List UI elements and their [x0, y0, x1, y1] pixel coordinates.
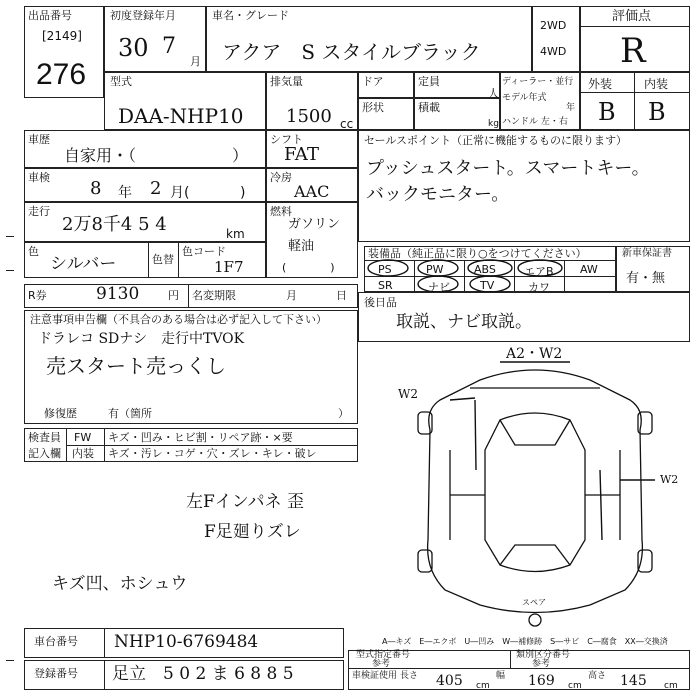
shape-label: 形状: [362, 101, 384, 114]
year-unit: 年: [566, 103, 576, 113]
inspection-year: 8: [90, 178, 102, 199]
fuel-label: 燃料: [270, 205, 292, 218]
inspection-year-unit: 年: [118, 185, 132, 201]
lot-label: 出品番号: [28, 9, 72, 22]
month-unit: 月: [190, 55, 201, 68]
diagram-right-mark: W2: [660, 473, 679, 486]
inspection-month-unit: 月(: [170, 185, 190, 201]
repair-label: 修復歴: [44, 407, 77, 420]
color-change-label: 色替: [152, 253, 174, 266]
mileage-label: 走行: [28, 205, 50, 218]
cat-label2: 参考: [532, 659, 551, 669]
load-label: 積載: [418, 101, 440, 114]
history-label: 車歴: [28, 133, 50, 146]
car-name-value: アクア S スタイルブラック: [222, 40, 481, 64]
rating-value: R: [620, 31, 646, 71]
equip-sr: SR: [378, 279, 393, 292]
name-change-label: 名変期限: [192, 289, 236, 302]
chassis-label: 車台番号: [34, 635, 78, 648]
width-label: 幅: [496, 671, 506, 681]
inspector-row2-text: キズ・汚レ・コゲ・穴・ズレ・キレ・破レ: [108, 447, 317, 460]
sales-point-label: セールスポイント（正常に機能するものに限ります）: [364, 134, 628, 147]
equip-circles: [364, 258, 616, 294]
length-value: 405: [436, 673, 463, 689]
notes-line2: 売スタート売っくし: [46, 354, 226, 378]
exterior-label: 外装: [588, 77, 613, 91]
chassis-value: NHP10-6769484: [114, 632, 259, 652]
reg-label: 登録番号: [34, 667, 78, 680]
diagram-legend: A―キズ E―エクボ U―凹み W―補修跡 S―サビ C―腐食 XX―交換済: [382, 637, 668, 646]
door-label: ドア: [362, 75, 384, 88]
diagram-bottom-label: スペア: [522, 598, 546, 607]
lot-number: 276: [36, 58, 87, 91]
aircon-label: 冷房: [270, 171, 292, 184]
interior-value: B: [648, 98, 666, 126]
model-year-label: モデル年式: [502, 93, 547, 103]
free-note-2: F足廻りズレ: [204, 522, 301, 542]
color-divider1: [148, 242, 149, 278]
width-value: 169: [528, 673, 555, 689]
height-label: 高さ: [588, 671, 607, 681]
margin-mark: [6, 660, 14, 661]
inspector-h: [66, 445, 358, 446]
drive-4wd: 4WD: [540, 45, 567, 58]
fuel-paren: ( ): [282, 261, 335, 274]
model-value: DAA-NHP10: [118, 104, 244, 128]
history-value: 自家用・（ ）: [64, 146, 249, 165]
inspector-label2: 記入欄: [28, 447, 61, 460]
recycle-label: R券: [28, 289, 47, 302]
handle-label: ハンドル 左・右: [502, 117, 568, 127]
displacement-value: 1500: [286, 106, 332, 127]
equip-tv: TV: [480, 279, 495, 292]
inspection-label: 車検: [28, 171, 50, 184]
mileage-unit: km: [226, 227, 245, 241]
inspector-row1-text: キズ・凹み・ヒビ割・リペア跡・×要: [108, 431, 293, 444]
warranty-value: 有・無: [626, 271, 666, 286]
mileage-value: 2万8千4 5 4: [62, 214, 167, 235]
inspection-box: [24, 168, 266, 202]
diagram-top-mark: A2・W2: [506, 346, 563, 362]
name-change-month: 月: [286, 289, 297, 302]
warranty-label: 新車保証書: [622, 248, 672, 259]
model-label: 型式: [110, 75, 132, 88]
lot-sub: [2149]: [42, 29, 82, 43]
equip-pw: PW: [426, 263, 444, 276]
aircon-value: AAC: [294, 182, 330, 201]
margin-mark: [6, 270, 14, 271]
first-reg-year: 30: [118, 34, 149, 62]
free-note-3: キズ凹、ホシュウ: [52, 574, 188, 594]
rating-label: 評価点: [612, 9, 652, 24]
cat-label1: 類別区分番号: [516, 650, 571, 660]
equip-navi: ナビ: [428, 281, 450, 294]
color-code-label: 色コード: [182, 245, 226, 258]
ext-int-hdivider: [580, 92, 690, 93]
first-reg-label: 初度登録年月: [110, 9, 176, 22]
drive-2wd: 2WD: [540, 19, 567, 32]
color-code-value: 1F7: [214, 258, 244, 276]
sales-point-line2: バックモニター。: [366, 184, 510, 205]
height-value: 145: [620, 673, 647, 689]
spec-label2: 参考: [372, 659, 391, 669]
diagram-left-mark: W2: [398, 387, 418, 401]
length-cm: cm: [476, 681, 490, 691]
inspector-row2-key: 内装: [72, 447, 94, 460]
inspector-row1-key: FW: [74, 431, 92, 444]
inspection-close: ): [240, 185, 246, 201]
exterior-value: B: [598, 98, 616, 126]
rating-divider: [580, 26, 690, 27]
chassis-divider: [104, 628, 105, 658]
equip-aw: AW: [580, 263, 598, 276]
capacity-label: 定員: [418, 75, 440, 88]
interior-label: 内装: [644, 77, 669, 91]
width-cm: cm: [568, 681, 582, 691]
recycle-value: 9130: [96, 284, 140, 304]
shift-value: FAT: [284, 144, 319, 165]
person-unit: 人: [488, 87, 499, 100]
first-reg-month: 7: [162, 34, 176, 59]
inspection-month: 2: [150, 178, 162, 199]
remarks-value: 取説、ナビ取説。: [396, 312, 532, 332]
repair-close: ）: [338, 407, 349, 420]
inspector-label1: 検査員: [28, 431, 61, 444]
recycle-yen: 円: [168, 289, 179, 302]
displacement-label: 排気量: [270, 75, 303, 88]
margin-mark: [6, 236, 14, 237]
kg-unit: kg: [488, 119, 499, 129]
height-cm: cm: [664, 681, 678, 691]
equip-ps: PS: [378, 263, 392, 276]
shift-label: シフト: [270, 133, 303, 146]
cc-unit: cc: [340, 117, 354, 131]
drive-box: [532, 6, 580, 72]
reg-divider: [104, 660, 105, 690]
reg-value: 足立 5 0 2 ま 6 8 8 5: [112, 664, 294, 684]
sales-point-line1: プッシュスタート。スマートキー。: [366, 158, 650, 179]
notes-label: 注意事項申告欄（不具合のある場合は必ず記入して下さい）: [30, 313, 327, 326]
repair-value: 有（箇所: [108, 407, 152, 420]
fuel-diesel: 軽油: [288, 239, 315, 254]
color-divider2: [178, 242, 179, 278]
equipment-label: 装備品（純正品に限り○をつけてください）: [368, 247, 587, 260]
spec-vdiv: [510, 650, 511, 668]
car-name-label: 車名・グレード: [212, 9, 289, 22]
equip-airb: エアB: [524, 265, 554, 278]
spec-label1: 型式指定番号: [356, 650, 411, 660]
name-change-day: 日: [336, 289, 347, 302]
color-value: シルバー: [50, 254, 117, 274]
spec-hdiv: [348, 668, 690, 669]
equip-abs: ABS: [474, 263, 496, 276]
recycle-divider: [188, 284, 189, 308]
color-label: 色: [28, 245, 39, 258]
free-note-1: 左Fインパネ 歪: [186, 492, 305, 512]
ext-int-divider: [634, 72, 635, 130]
recycle-box: [24, 284, 358, 308]
fuel-gasoline: ガソリン: [288, 217, 341, 232]
length-label: 長さ: [400, 671, 419, 681]
dealer-label: ディーラー・並行: [502, 77, 574, 87]
notes-line1: ドラレコ SDナシ 走行中TVOK: [38, 331, 245, 347]
remarks-label: 後日品: [364, 296, 397, 309]
cert-label: 車検証使用: [352, 671, 398, 681]
equip-leather: カワ: [528, 281, 550, 294]
car-diagram: [380, 340, 690, 630]
